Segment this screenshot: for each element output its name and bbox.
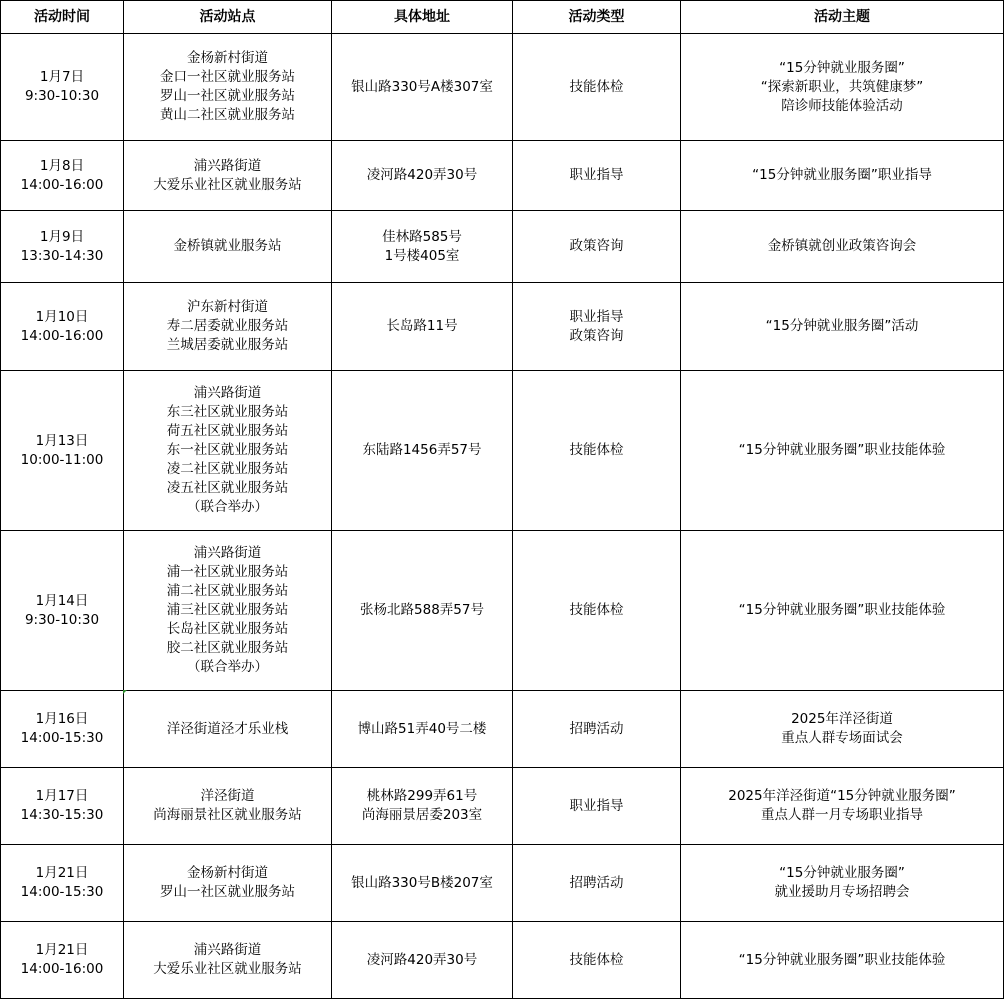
cell-text-line: 沪东新村街道 xyxy=(187,299,268,315)
cell-text-line: 2025年洋泾街道“15分钟就业服务圈” xyxy=(728,788,956,804)
cell-theme xyxy=(681,768,1004,845)
cell-text-line: 金杨新村街道 xyxy=(187,50,268,66)
cell-theme xyxy=(681,845,1004,922)
cell-text-line: “15分钟就业服务圈”活动 xyxy=(765,318,919,334)
cell-text-line: 浦兴路街道 xyxy=(193,157,262,174)
cell-type xyxy=(513,922,681,999)
cell-text-line: 大爱乐业社区就业服务站 xyxy=(153,176,302,193)
cell-text-line: 罗山一社区就业服务站 xyxy=(160,884,295,900)
header-theme: 活动主题 xyxy=(681,1,1004,34)
cell-text-line: 职业指导 xyxy=(569,167,624,183)
cell-text-line: 罗山一社区就业服务站 xyxy=(160,88,295,104)
table-row xyxy=(1,691,1004,768)
cell-type xyxy=(513,371,681,531)
cell-type xyxy=(513,845,681,922)
cell-text-line: 职业指导 xyxy=(569,308,624,325)
cell-text-line: “15分钟就业服务圈”职业指导 xyxy=(752,167,932,183)
cell-text-line: 寿二居委就业服务站 xyxy=(166,318,289,334)
cell-text-line: 荷五社区就业服务站 xyxy=(166,423,289,439)
cell-type xyxy=(513,691,681,768)
cell-time xyxy=(1,211,124,283)
cell-text-line: 1月8日 xyxy=(39,157,85,174)
cell-text-line: 凌二社区就业服务站 xyxy=(166,461,289,477)
cell-type xyxy=(513,211,681,283)
cell-theme xyxy=(681,34,1004,141)
cell-site xyxy=(124,283,332,371)
cell-text-line: 14:30-15:30 xyxy=(20,807,104,823)
cell-text-line: “15分钟就业服务圈”职业技能体验 xyxy=(738,951,946,968)
header-site: 活动站点 xyxy=(124,1,332,34)
cell-text-line: 1月10日 xyxy=(35,308,89,325)
cell-type xyxy=(513,531,681,691)
cell-address xyxy=(332,211,513,283)
cell-text-line: 浦兴路街道 xyxy=(193,545,262,561)
cell-address xyxy=(332,691,513,768)
cell-text-line: “15分钟就业服务圈” xyxy=(779,59,905,76)
cell-comment-marker xyxy=(123,690,127,694)
cell-address xyxy=(332,922,513,999)
table-row xyxy=(1,531,1004,691)
cell-text-line: 洋泾街道泾才乐业栈 xyxy=(166,720,289,737)
cell-text-line: 黄山二社区就业服务站 xyxy=(160,107,295,123)
cell-address xyxy=(332,141,513,211)
cell-text-line: 银山路330号A楼307室 xyxy=(351,78,493,95)
cell-address xyxy=(332,371,513,531)
cell-time xyxy=(1,531,124,691)
cell-text-line: 凌五社区就业服务站 xyxy=(166,480,289,496)
cell-text-line: 技能体检 xyxy=(569,78,624,95)
table-row xyxy=(1,141,1004,211)
cell-text-line: 技能体检 xyxy=(569,442,624,458)
cell-time xyxy=(1,768,124,845)
cell-text-line: 胶二社区就业服务站 xyxy=(166,640,289,656)
cell-text-line: 1月17日 xyxy=(35,788,89,804)
cell-text-line: 1月9日 xyxy=(39,228,85,245)
cell-text-line: 9:30-10:30 xyxy=(24,88,100,104)
table-row xyxy=(1,211,1004,283)
cell-time xyxy=(1,922,124,999)
cell-text-line: 14:00-16:00 xyxy=(20,176,104,193)
cell-text-line: 技能体检 xyxy=(569,602,624,618)
cell-address xyxy=(332,34,513,141)
cell-address xyxy=(332,283,513,371)
cell-address xyxy=(332,845,513,922)
cell-address xyxy=(332,531,513,691)
cell-theme xyxy=(681,283,1004,371)
cell-text-line: 技能体检 xyxy=(569,951,624,968)
cell-type xyxy=(513,34,681,141)
cell-text-line: 浦一社区就业服务站 xyxy=(166,564,289,580)
cell-text-line: 13:30-14:30 xyxy=(20,247,104,264)
cell-theme xyxy=(681,371,1004,531)
cell-type xyxy=(513,768,681,845)
cell-text-line: 银山路330号B楼207室 xyxy=(351,874,493,891)
cell-text-line: 凌河路420弄30号 xyxy=(366,951,478,968)
cell-text-line: 张杨北路588弄57号 xyxy=(360,602,484,618)
cell-theme xyxy=(681,531,1004,691)
cell-theme xyxy=(681,211,1004,283)
cell-type xyxy=(513,283,681,371)
cell-text-line: 东陆路1456弄57号 xyxy=(362,442,482,458)
table-row xyxy=(1,283,1004,371)
cell-text-line: 10:00-11:00 xyxy=(20,451,104,468)
cell-text-line: 1月16日 xyxy=(35,711,89,727)
table-row xyxy=(1,845,1004,922)
header-time: 活动时间 xyxy=(1,1,124,34)
header-address: 具体地址 xyxy=(332,1,513,34)
cell-text-line: 金桥镇就创业政策咨询会 xyxy=(767,238,917,254)
cell-text-line: 政策咨询 xyxy=(569,238,624,254)
cell-text-line: 职业指导 xyxy=(569,797,624,814)
cell-text-line: 浦兴路街道 xyxy=(193,385,262,401)
cell-text-line: 桃林路299弄61号 xyxy=(366,788,478,804)
cell-text-line: 陪诊师技能体验活动 xyxy=(781,97,903,114)
cell-site xyxy=(124,34,332,141)
cell-text-line: 浦二社区就业服务站 xyxy=(166,583,289,599)
cell-theme xyxy=(681,141,1004,211)
cell-site xyxy=(124,691,332,768)
cell-text-line: 1号楼405室 xyxy=(384,247,460,264)
cell-text-line: 长岛社区就业服务站 xyxy=(166,621,289,637)
cell-site xyxy=(124,371,332,531)
cell-text-line: 金口一社区就业服务站 xyxy=(160,69,295,85)
cell-text-line: 浦三社区就业服务站 xyxy=(166,602,289,618)
cell-text-line: 兰城居委就业服务站 xyxy=(166,337,289,353)
cell-text-line: 重点人群一月专场职业指导 xyxy=(761,807,923,823)
cell-text-line: “15分钟就业服务圈”职业技能体验 xyxy=(738,602,946,618)
cell-text-line: “探索新职业，共筑健康梦” xyxy=(760,78,924,95)
cell-site xyxy=(124,531,332,691)
cell-text-line: 就业援助月专场招聘会 xyxy=(774,884,910,900)
cell-text-line: “15分钟就业服务圈”职业技能体验 xyxy=(738,442,946,458)
cell-text-line: （联合举办） xyxy=(187,659,268,675)
table-body xyxy=(1,34,1004,999)
cell-theme xyxy=(681,691,1004,768)
cell-time xyxy=(1,34,124,141)
cell-text-line: 招聘活动 xyxy=(569,874,624,891)
cell-site xyxy=(124,768,332,845)
cell-site xyxy=(124,922,332,999)
cell-text-line: 东一社区就业服务站 xyxy=(166,442,289,458)
cell-text-line: 东三社区就业服务站 xyxy=(166,404,289,420)
cell-theme xyxy=(681,922,1004,999)
cell-text-line: 金桥镇就业服务站 xyxy=(173,238,282,254)
table-row xyxy=(1,768,1004,845)
table-row xyxy=(1,922,1004,999)
table-row xyxy=(1,34,1004,141)
cell-address xyxy=(332,768,513,845)
cell-text-line: 14:00-15:30 xyxy=(20,730,104,746)
cell-site xyxy=(124,141,332,211)
cell-text-line: 佳林路585号 xyxy=(382,228,462,245)
cell-text-line: 凌河路420弄30号 xyxy=(366,167,478,183)
cell-text-line: 政策咨询 xyxy=(569,327,624,344)
cell-time xyxy=(1,691,124,768)
cell-text-line: 1月14日 xyxy=(35,592,89,609)
cell-time xyxy=(1,283,124,371)
header-row xyxy=(1,1,1004,34)
cell-text-line: 金杨新村街道 xyxy=(187,865,268,881)
cell-text-line: 1月21日 xyxy=(35,865,89,881)
cell-text-line: 14:00-15:30 xyxy=(20,884,104,900)
cell-text-line: 大爱乐业社区就业服务站 xyxy=(153,961,302,977)
cell-text-line: “15分钟就业服务圈” xyxy=(779,865,905,881)
cell-text-line: 重点人群专场面试会 xyxy=(781,730,903,746)
cell-text-line: 尚海丽景社区就业服务站 xyxy=(153,807,302,823)
cell-text-line: 浦兴路街道 xyxy=(193,942,262,958)
cell-text-line: 14:00-16:00 xyxy=(20,327,104,344)
cell-type xyxy=(513,141,681,211)
cell-text-line: 1月7日 xyxy=(39,69,85,85)
cell-time xyxy=(1,371,124,531)
table-row xyxy=(1,371,1004,531)
cell-site xyxy=(124,211,332,283)
cell-site xyxy=(124,845,332,922)
cell-time xyxy=(1,141,124,211)
cell-text-line: 1月13日 xyxy=(35,432,89,449)
cell-text-line: 洋泾街道 xyxy=(200,788,255,804)
cell-text-line: 14:00-16:00 xyxy=(20,961,104,977)
header-type: 活动类型 xyxy=(513,1,681,34)
cell-text-line: 招聘活动 xyxy=(569,720,624,737)
cell-text-line: （联合举办） xyxy=(187,499,268,515)
cell-text-line: 1月21日 xyxy=(35,942,89,958)
cell-text-line: 9:30-10:30 xyxy=(24,611,100,628)
cell-text-line: 尚海丽景居委203室 xyxy=(361,807,483,823)
cell-time xyxy=(1,845,124,922)
cell-text-line: 2025年洋泾街道 xyxy=(791,711,893,727)
cell-text-line: 长岛路11号 xyxy=(386,318,458,334)
cell-text-line: 博山路51弄40号二楼 xyxy=(357,720,487,737)
